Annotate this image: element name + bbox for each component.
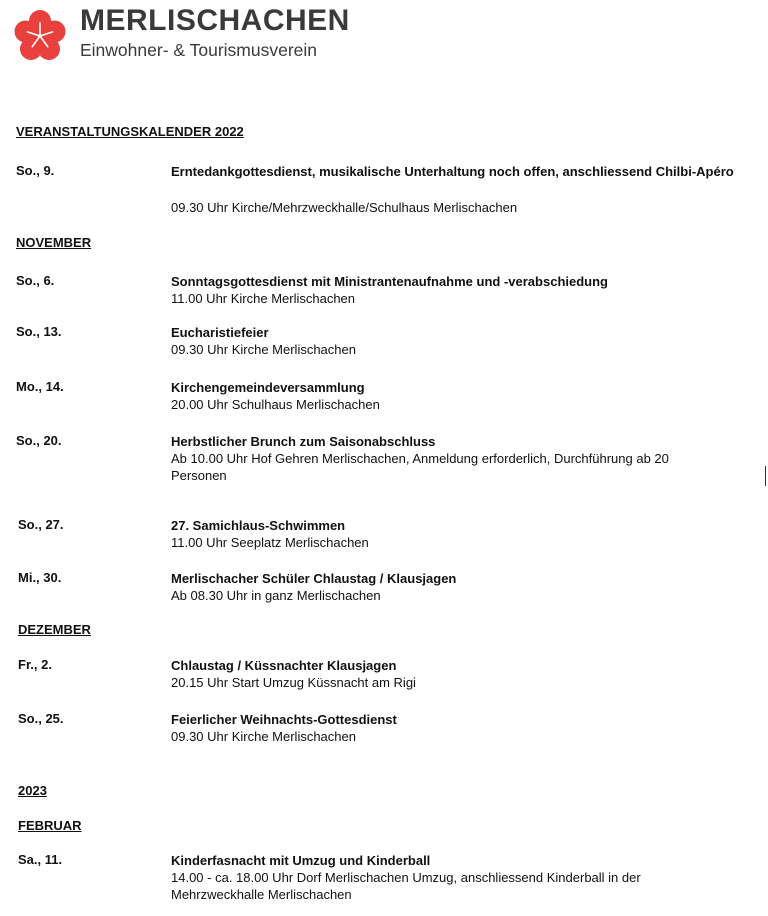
month-heading-februar: FEBRUAR [18, 818, 82, 833]
event-date: Sa., 11. [18, 852, 63, 867]
event-title: Eucharistiefeier [171, 325, 269, 340]
text-cursor [765, 466, 766, 486]
event-detail: 11.00 Uhr Seeplatz Merlischachen [171, 535, 369, 550]
event-detail: 20.00 Uhr Schulhaus Merlischachen [171, 397, 380, 412]
event-detail: Ab 10.00 Uhr Hof Gehren Merlischachen, Anmeldung erforderlich, Durchführung ab 20 Personen [171, 451, 669, 483]
event-date: Mo., 14. [16, 379, 64, 394]
event-detail: 09.30 Uhr Kirche/Mehrzweckhalle/Schulhaus Merlischachen [171, 200, 518, 215]
event-title: Kirchengemeindeversammlung [171, 380, 365, 395]
event-date: Mi., 30. [18, 570, 62, 585]
calendar-title: VERANSTALTUNGSKALENDER 2022 [16, 124, 244, 139]
event-date: So., 13. [16, 324, 62, 339]
event-date: So., 20. [16, 433, 62, 448]
event-date: So., 6. [16, 273, 55, 288]
event-title: Chlaustag / Küssnachter Klausjagen [171, 658, 397, 673]
event-detail: 20.15 Uhr Start Umzug Küssnacht am Rigi [171, 675, 416, 690]
year-heading-2023: 2023 [18, 783, 47, 798]
flower-logo-icon [12, 8, 68, 64]
event-title: Merlischacher Schüler Chlaustag / Klausjagen [171, 571, 457, 586]
event-title: 27. Samichlaus-Schwimmen [171, 518, 346, 533]
event-date: So., 27. [18, 517, 64, 532]
event-title: Herbstlicher Brunch zum Saisonabschluss [171, 434, 436, 449]
event-detail: 09.30 Uhr Kirche Merlischachen [171, 729, 356, 744]
event-detail: 11.00 Uhr Kirche Merlischachen [171, 291, 356, 306]
month-heading-november: NOVEMBER [16, 235, 92, 250]
brand-title: MERLISCHACHEN [80, 4, 350, 37]
event-date: Fr., 2. [18, 657, 52, 672]
event-detail: 09.30 Uhr Kirche Merlischachen [171, 342, 356, 357]
event-detail: 14.00 - ca. 18.00 Uhr Dorf Merlischachen Umzug, anschliessend Kinderball in der Mehrzweckhalle Merlischachen [171, 870, 641, 902]
event-date: So., 25. [18, 711, 64, 726]
event-title: Feierlicher Weihnachts-Gottesdienst [171, 712, 397, 727]
event-title: Erntedankgottesdienst, musikalische Unterhaltung noch offen, anschliessend Chilbi-Apéro [171, 164, 734, 179]
event-date: So., 9. [16, 163, 55, 178]
event-title: Kinderfasnacht mit Umzug und Kinderball [171, 853, 431, 868]
brand-subtitle: Einwohner- & Tourismusverein [80, 40, 318, 60]
event-detail: Ab 08.30 Uhr in ganz Merlischachen [171, 588, 381, 603]
event-title: Sonntagsgottesdienst mit Ministrantenaufnahme und -verabschiedung [171, 274, 608, 289]
month-heading-dezember: DEZEMBER [18, 622, 91, 637]
